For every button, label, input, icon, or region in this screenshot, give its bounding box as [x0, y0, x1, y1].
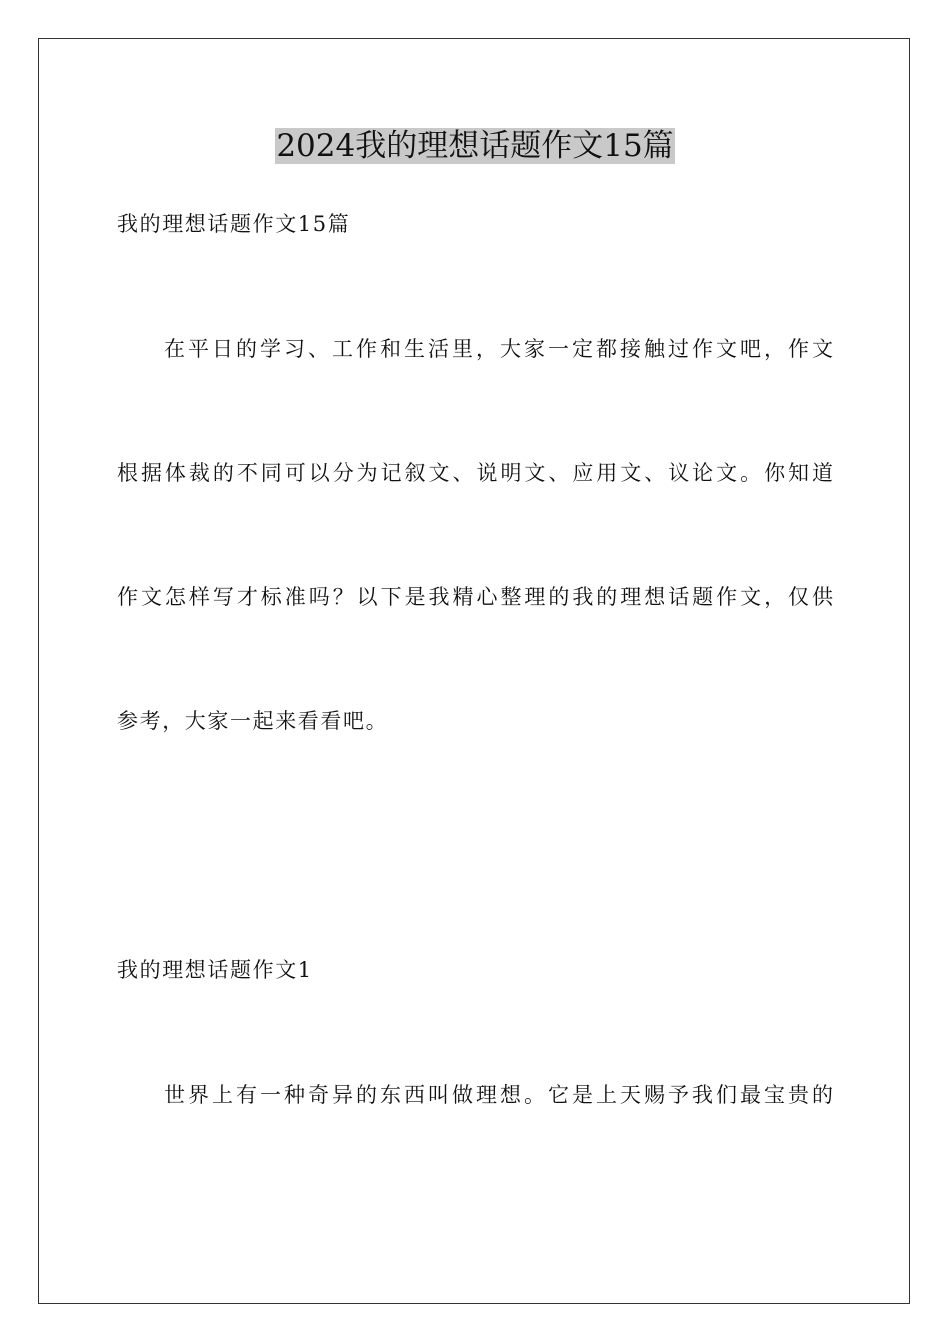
document-subtitle: 我的理想话题作文15篇 — [117, 212, 351, 236]
intro-line-4: 参考，大家一起来看看吧。 — [117, 709, 389, 733]
section-heading: 我的理想话题作文1 — [117, 958, 313, 982]
intro-line-2: 根据体裁的不同可以分为记叙文、说明文、应用文、议论文。你知道 — [117, 461, 833, 485]
title-text: 2024我的理想话题作文15篇 — [276, 128, 674, 164]
intro-line-3: 作文怎样写才标准吗？以下是我精心整理的我的理想话题作文，仅供 — [117, 585, 833, 609]
document-title — [0, 126, 950, 166]
intro-line-1: 在平日的学习、工作和生活里，大家一定都接触过作文吧，作文 — [164, 337, 833, 361]
section-paragraph-line-1: 世界上有一种奇异的东西叫做理想。它是上天赐予我们最宝贵的 — [164, 1083, 833, 1107]
